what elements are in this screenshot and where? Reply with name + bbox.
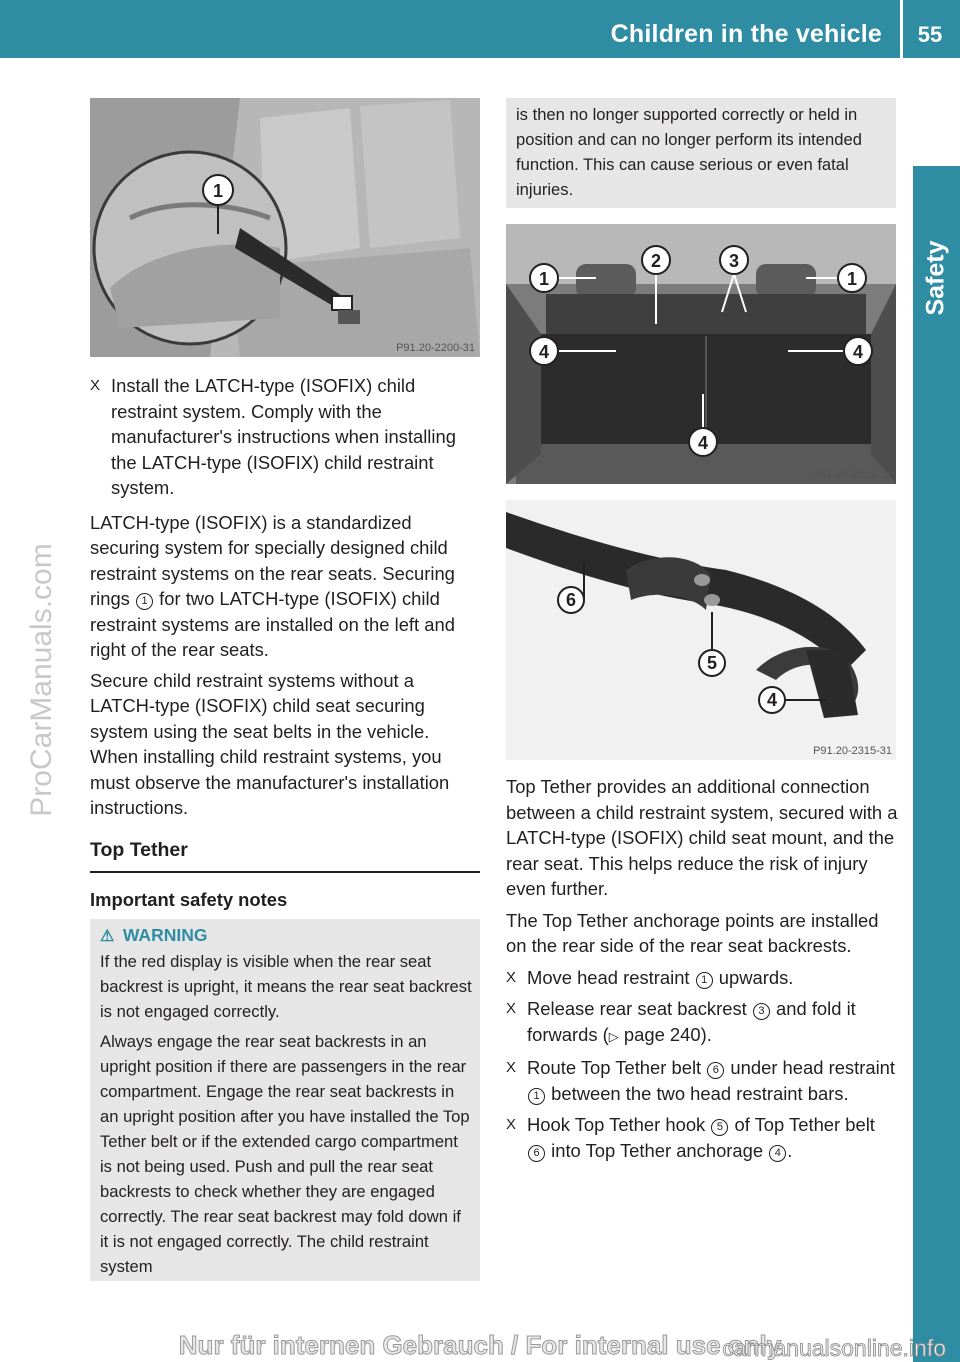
section-tab xyxy=(913,166,960,1362)
bullet-marker: X xyxy=(506,1000,517,1017)
figure-tether-hook xyxy=(506,500,896,760)
paragraph xyxy=(90,510,480,663)
warning-text: is then no longer supported correctly or held in position and can no longer perform its intended function. This can cause serious or even fatal injuries. xyxy=(516,105,862,199)
instruction-step xyxy=(90,373,480,501)
warning-text: Always engage the rear seat backrests in an upright position if there are passengers in the rear compartment. Engage the rear seat backrests in an upright position after you have installed the Top Tether belt or if the extended cargo compartment is not being used. Push and pull the rear seat backrests to check whether they are engaged correctly. The rear seat backrest may fold down if it is not engaged correctly. The child restraint system xyxy=(100,1031,470,1276)
instruction-step xyxy=(506,1055,898,1106)
bullet-marker: X xyxy=(506,1059,517,1076)
step-text: . xyxy=(787,1139,793,1161)
figure-code: P91.20-2200-31 xyxy=(396,342,475,354)
step-text: and fold it forwards ( xyxy=(527,998,856,1045)
warning-text: If the red display is visible when the rear seat backrest is upright, it means the rear seat backrest is not engaged correctly. xyxy=(100,951,472,1021)
reference-marker: 5 xyxy=(711,1119,728,1136)
step-text: under head restraint xyxy=(730,1057,896,1078)
paragraph: Top Tether provides an additional connection between a child restraint system, secured with a LATCH-type (ISOFIX) child seat mount, and the rear seat. This helps reduce the risk of injury even further. xyxy=(506,776,898,899)
figure-label-2: 2 xyxy=(650,251,662,271)
warning-box-continued xyxy=(506,98,896,208)
reference-marker: 3 xyxy=(753,1003,770,1020)
reference-marker: 1 xyxy=(528,1088,545,1105)
step-text: between the two head restraint bars. xyxy=(551,1082,849,1104)
header-divider xyxy=(900,0,903,58)
paragraph-text: for two LATCH-type (ISOFIX) child restraint systems are installed on the left and right of the rear seats. xyxy=(90,588,455,660)
figure-latch-rings xyxy=(90,98,480,357)
figure-code: P91.20-2315-31 xyxy=(813,745,892,757)
step-text: Move head restraint xyxy=(527,966,690,988)
footer-site-watermark: carmanualsonline.info xyxy=(722,1335,946,1361)
right-column xyxy=(506,774,898,1163)
page-reference-link[interactable]: page 240 xyxy=(623,1023,701,1045)
reference-marker: 1 xyxy=(136,593,153,610)
paragraph: Secure child restraint systems without a LATCH-type (ISOFIX) child seat securing system using the seat belts in the vehicle. When installing child restraint systems, you must observe the manufacturer's installation instructions. xyxy=(90,669,450,818)
subsection-heading: Important safety notes xyxy=(90,888,288,910)
reference-marker: 6 xyxy=(528,1145,545,1162)
step-text: of Top Tether belt xyxy=(734,1114,875,1135)
page-title: Children in the vehicle xyxy=(610,20,882,48)
instruction-step xyxy=(506,965,898,991)
bullet-marker: X xyxy=(90,377,101,394)
figure-label-1-left: 1 xyxy=(538,269,550,289)
instruction-step xyxy=(506,996,898,1049)
warning-header xyxy=(100,925,472,946)
figure-label-3: 3 xyxy=(728,251,740,271)
figure-label-4-right: 4 xyxy=(852,342,864,362)
figure-label-6: 6 xyxy=(565,590,577,610)
step-text: Hook Top Tether hook xyxy=(527,1114,706,1135)
reference-marker: 4 xyxy=(769,1145,786,1162)
step-text: Route Top Tether belt xyxy=(527,1057,702,1078)
bullet-marker: X xyxy=(506,1116,517,1133)
step-text: Release rear seat backrest xyxy=(527,998,747,1019)
reference-marker: 1 xyxy=(696,972,713,989)
step-text: ). xyxy=(700,1023,712,1045)
section-heading: Top Tether xyxy=(90,838,188,861)
paragraph: The Top Tether anchorage points are installed on the rear side of the rear seat backrests. xyxy=(506,909,879,956)
figure-label-4-center: 4 xyxy=(697,433,709,453)
bullet-marker: X xyxy=(506,968,517,986)
figure-label-1-right: 1 xyxy=(846,269,858,289)
figure-label-4: 4 xyxy=(766,690,778,710)
instruction-step xyxy=(506,1112,898,1163)
figure-code: P91.20-2316-31 xyxy=(813,469,892,481)
warning-title: WARNING xyxy=(122,924,208,945)
page-number: 55 xyxy=(917,22,943,47)
figure-label-5: 5 xyxy=(706,653,718,673)
paragraph-text: LATCH-type (ISOFIX) is a standardized securing system for specially designed child restraint systems on the rear seats. Securing rings xyxy=(90,511,455,609)
step-text: into Top Tether anchorage xyxy=(551,1139,764,1161)
step-text: upwards. xyxy=(718,966,794,988)
section-tab-label: Safety xyxy=(921,240,950,316)
reference-marker: 6 xyxy=(707,1062,724,1079)
step-text: Install the LATCH-type (ISOFIX) child restraint system. Comply with the manufacturer's instructions when installing the LATCH-type (ISOFIX) child restraint system. xyxy=(111,375,456,498)
left-column xyxy=(90,373,480,1281)
figure-cargo-anchorages xyxy=(506,224,896,484)
warning-icon: ⚠ xyxy=(100,927,115,945)
page-reference-arrow: ▷ xyxy=(608,1028,619,1044)
warning-box xyxy=(90,919,480,1281)
heading-rule xyxy=(90,871,480,873)
figure-label-1: 1 xyxy=(212,181,224,201)
figure-label-4-left: 4 xyxy=(538,342,550,362)
side-watermark: ProCarManuals.com xyxy=(25,543,58,817)
footer-watermark: Nur für internen Gebrauch / For internal use only xyxy=(178,1330,782,1360)
